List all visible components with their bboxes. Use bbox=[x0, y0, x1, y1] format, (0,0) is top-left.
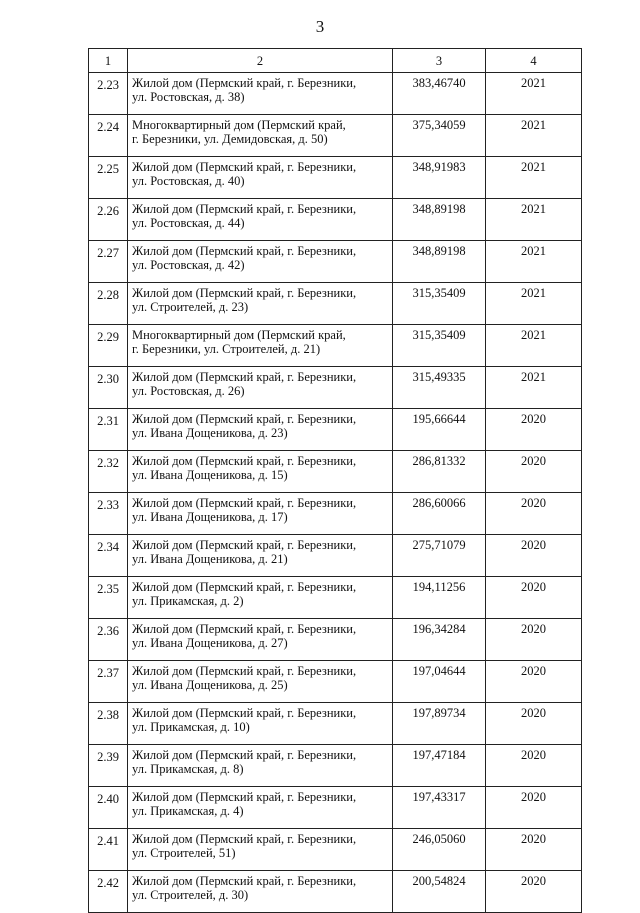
object-value: 315,49335 bbox=[393, 367, 486, 409]
object-name-line-2: ул. Ивана Дощеникова, д. 25) bbox=[132, 678, 288, 692]
object-name bbox=[128, 409, 393, 451]
object-value: 197,43317 bbox=[393, 787, 486, 829]
table-row bbox=[89, 157, 582, 199]
object-value: 315,35409 bbox=[393, 283, 486, 325]
object-year: 2020 bbox=[486, 871, 582, 913]
object-name bbox=[128, 157, 393, 199]
row-number: 2.29 bbox=[89, 325, 128, 367]
object-name bbox=[128, 787, 393, 829]
table-row bbox=[89, 661, 582, 703]
table-row bbox=[89, 619, 582, 661]
row-number: 2.32 bbox=[89, 451, 128, 493]
object-name bbox=[128, 325, 393, 367]
table-row bbox=[89, 283, 582, 325]
object-name bbox=[128, 115, 393, 157]
object-name-line-2: ул. Строителей, 51) bbox=[132, 846, 236, 860]
table-row bbox=[89, 115, 582, 157]
object-year: 2020 bbox=[486, 409, 582, 451]
table-row bbox=[89, 367, 582, 409]
object-name bbox=[128, 829, 393, 871]
object-value: 286,60066 bbox=[393, 493, 486, 535]
object-value: 286,81332 bbox=[393, 451, 486, 493]
object-year: 2020 bbox=[486, 703, 582, 745]
object-name-line-2: ул. Ростовская, д. 42) bbox=[132, 258, 245, 272]
object-name bbox=[128, 451, 393, 493]
table-row bbox=[89, 829, 582, 871]
row-number: 2.33 bbox=[89, 493, 128, 535]
object-name-line-1: Жилой дом (Пермский край, г. Березники, bbox=[132, 454, 357, 468]
table-row bbox=[89, 703, 582, 745]
row-number: 2.38 bbox=[89, 703, 128, 745]
object-name-line-1: Жилой дом (Пермский край, г. Березники, bbox=[132, 664, 357, 678]
object-value: 194,11256 bbox=[393, 577, 486, 619]
object-name-line-2: г. Березники, ул. Демидовская, д. 50) bbox=[132, 132, 328, 146]
object-year: 2021 bbox=[486, 283, 582, 325]
object-name-line-1: Многоквартирный дом (Пермский край, bbox=[132, 328, 346, 342]
object-name-line-1: Жилой дом (Пермский край, г. Березники, bbox=[132, 706, 357, 720]
table-row bbox=[89, 493, 582, 535]
object-value: 200,54824 bbox=[393, 871, 486, 913]
table-row bbox=[89, 451, 582, 493]
object-name-line-1: Жилой дом (Пермский край, г. Березники, bbox=[132, 160, 357, 174]
object-name-line-1: Жилой дом (Пермский край, г. Березники, bbox=[132, 538, 357, 552]
object-name bbox=[128, 493, 393, 535]
object-name bbox=[128, 199, 393, 241]
object-value: 383,46740 bbox=[393, 73, 486, 115]
row-number: 2.34 bbox=[89, 535, 128, 577]
row-number: 2.27 bbox=[89, 241, 128, 283]
object-value: 197,04644 bbox=[393, 661, 486, 703]
object-name-line-2: ул. Ростовская, д. 26) bbox=[132, 384, 245, 398]
object-value: 348,89198 bbox=[393, 241, 486, 283]
object-year: 2020 bbox=[486, 451, 582, 493]
object-name bbox=[128, 283, 393, 325]
object-value: 315,35409 bbox=[393, 325, 486, 367]
row-number: 2.28 bbox=[89, 283, 128, 325]
object-name-line-1: Жилой дом (Пермский край, г. Березники, bbox=[132, 580, 357, 594]
object-year: 2020 bbox=[486, 661, 582, 703]
object-year: 2021 bbox=[486, 115, 582, 157]
object-name-line-2: ул. Ивана Дощеникова, д. 27) bbox=[132, 636, 288, 650]
object-name-line-2: ул. Прикамская, д. 10) bbox=[132, 720, 250, 734]
object-year: 2021 bbox=[486, 325, 582, 367]
table-row bbox=[89, 73, 582, 115]
object-value: 348,89198 bbox=[393, 199, 486, 241]
object-year: 2021 bbox=[486, 199, 582, 241]
objects-table bbox=[88, 48, 582, 913]
row-number: 2.25 bbox=[89, 157, 128, 199]
object-year: 2020 bbox=[486, 577, 582, 619]
object-name-line-1: Жилой дом (Пермский край, г. Березники, bbox=[132, 412, 357, 426]
table-row bbox=[89, 871, 582, 913]
object-value: 375,34059 bbox=[393, 115, 486, 157]
object-year: 2020 bbox=[486, 787, 582, 829]
row-number: 2.41 bbox=[89, 829, 128, 871]
object-name-line-2: ул. Ростовская, д. 44) bbox=[132, 216, 245, 230]
object-name-line-2: ул. Ростовская, д. 40) bbox=[132, 174, 245, 188]
object-name-line-1: Жилой дом (Пермский край, г. Березники, bbox=[132, 832, 357, 846]
object-name bbox=[128, 535, 393, 577]
object-name-line-1: Жилой дом (Пермский край, г. Березники, bbox=[132, 244, 357, 258]
row-number: 2.37 bbox=[89, 661, 128, 703]
object-year: 2020 bbox=[486, 493, 582, 535]
column-header-2: 2 bbox=[128, 49, 393, 73]
row-number: 2.36 bbox=[89, 619, 128, 661]
object-value: 197,89734 bbox=[393, 703, 486, 745]
object-name-line-1: Жилой дом (Пермский край, г. Березники, bbox=[132, 76, 357, 90]
column-header-4: 4 bbox=[486, 49, 582, 73]
table-header-row bbox=[89, 49, 582, 73]
object-year: 2020 bbox=[486, 745, 582, 787]
object-name bbox=[128, 745, 393, 787]
row-number: 2.23 bbox=[89, 73, 128, 115]
row-number: 2.30 bbox=[89, 367, 128, 409]
object-year: 2020 bbox=[486, 829, 582, 871]
table-row bbox=[89, 199, 582, 241]
row-number: 2.26 bbox=[89, 199, 128, 241]
table-row bbox=[89, 577, 582, 619]
object-name bbox=[128, 73, 393, 115]
object-value: 348,91983 bbox=[393, 157, 486, 199]
object-name-line-1: Жилой дом (Пермский край, г. Березники, bbox=[132, 790, 357, 804]
object-name-line-2: ул. Прикамская, д. 2) bbox=[132, 594, 244, 608]
row-number: 2.42 bbox=[89, 871, 128, 913]
object-name-line-1: Жилой дом (Пермский край, г. Березники, bbox=[132, 202, 357, 216]
object-name bbox=[128, 871, 393, 913]
object-name-line-2: ул. Прикамская, д. 4) bbox=[132, 804, 244, 818]
row-number: 2.35 bbox=[89, 577, 128, 619]
object-value: 196,34284 bbox=[393, 619, 486, 661]
table-row bbox=[89, 535, 582, 577]
table-row bbox=[89, 325, 582, 367]
object-name-line-1: Жилой дом (Пермский край, г. Березники, bbox=[132, 286, 357, 300]
object-name-line-2: ул. Прикамская, д. 8) bbox=[132, 762, 244, 776]
row-number: 2.39 bbox=[89, 745, 128, 787]
object-value: 246,05060 bbox=[393, 829, 486, 871]
object-name-line-1: Жилой дом (Пермский край, г. Березники, bbox=[132, 622, 357, 636]
row-number: 2.40 bbox=[89, 787, 128, 829]
table-body bbox=[89, 73, 582, 913]
object-name-line-2: ул. Ростовская, д. 38) bbox=[132, 90, 245, 104]
object-name bbox=[128, 661, 393, 703]
object-year: 2020 bbox=[486, 619, 582, 661]
object-name bbox=[128, 241, 393, 283]
object-name-line-2: ул. Строителей, д. 23) bbox=[132, 300, 249, 314]
row-number: 2.31 bbox=[89, 409, 128, 451]
object-name-line-1: Жилой дом (Пермский край, г. Березники, bbox=[132, 496, 357, 510]
object-name-line-2: ул. Ивана Дощеникова, д. 23) bbox=[132, 426, 288, 440]
object-year: 2021 bbox=[486, 73, 582, 115]
object-name-line-1: Жилой дом (Пермский край, г. Березники, bbox=[132, 874, 357, 888]
object-year: 2020 bbox=[486, 535, 582, 577]
object-value: 275,71079 bbox=[393, 535, 486, 577]
object-name bbox=[128, 577, 393, 619]
object-year: 2021 bbox=[486, 157, 582, 199]
object-name bbox=[128, 367, 393, 409]
object-name-line-2: г. Березники, ул. Строителей, д. 21) bbox=[132, 342, 321, 356]
object-name-line-2: ул. Строителей, д. 30) bbox=[132, 888, 249, 902]
column-header-1: 1 bbox=[89, 49, 128, 73]
object-name-line-2: ул. Ивана Дощеникова, д. 21) bbox=[132, 552, 288, 566]
object-name-line-1: Многоквартирный дом (Пермский край, bbox=[132, 118, 346, 132]
object-value: 195,66644 bbox=[393, 409, 486, 451]
page-number: 3 bbox=[315, 17, 325, 36]
object-name-line-2: ул. Ивана Дощеникова, д. 17) bbox=[132, 510, 288, 524]
row-number: 2.24 bbox=[89, 115, 128, 157]
table-row bbox=[89, 241, 582, 283]
table-row bbox=[89, 409, 582, 451]
object-name bbox=[128, 619, 393, 661]
table-row bbox=[89, 787, 582, 829]
object-name-line-1: Жилой дом (Пермский край, г. Березники, bbox=[132, 370, 357, 384]
object-name-line-1: Жилой дом (Пермский край, г. Березники, bbox=[132, 748, 357, 762]
object-name-line-2: ул. Ивана Дощеникова, д. 15) bbox=[132, 468, 288, 482]
object-year: 2021 bbox=[486, 241, 582, 283]
object-value: 197,47184 bbox=[393, 745, 486, 787]
column-header-3: 3 bbox=[393, 49, 486, 73]
table-row bbox=[89, 745, 582, 787]
object-year: 2021 bbox=[486, 367, 582, 409]
object-name bbox=[128, 703, 393, 745]
